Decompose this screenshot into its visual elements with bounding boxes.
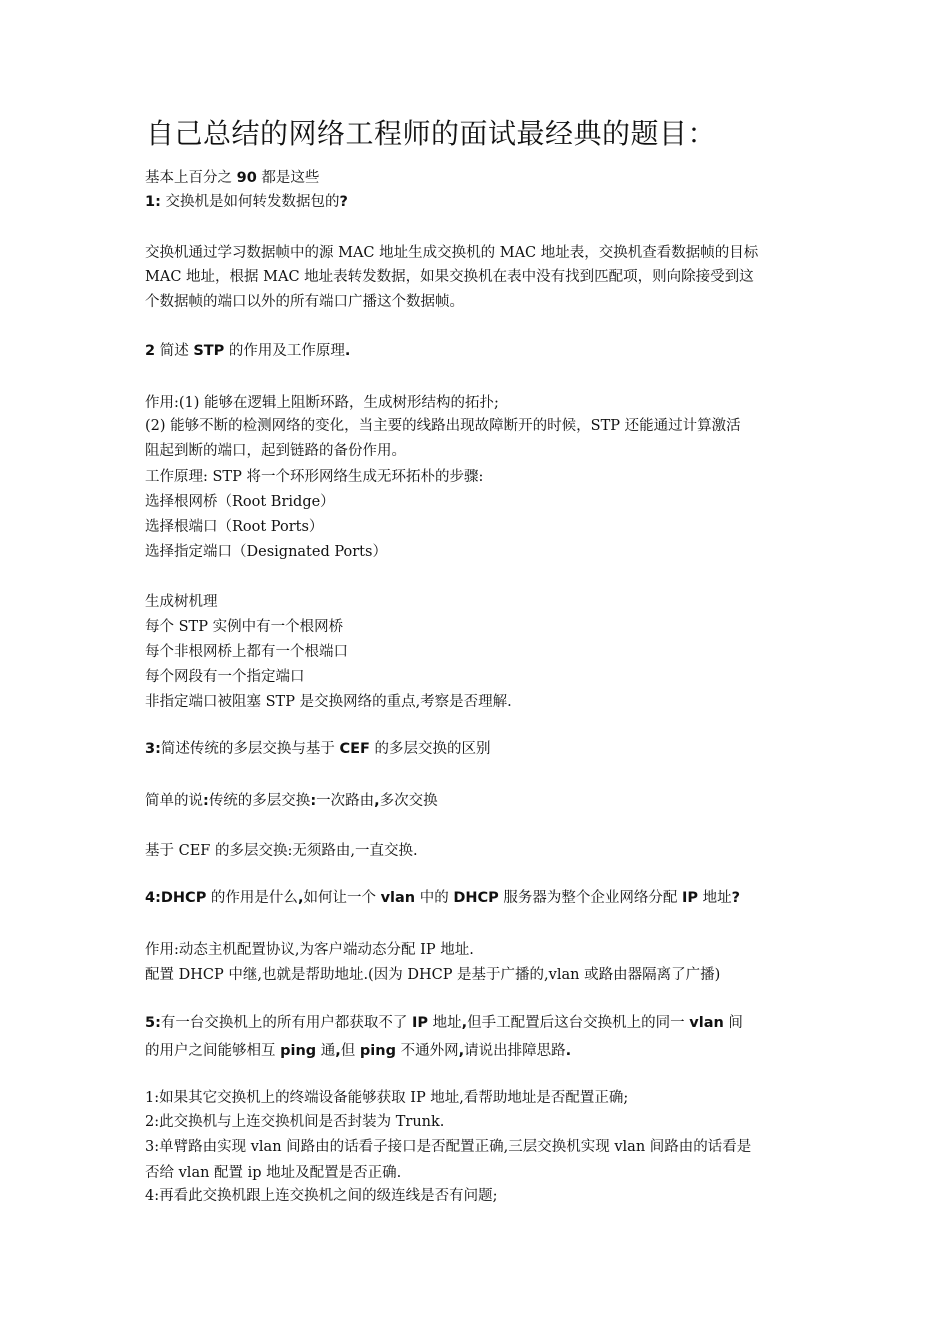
- question-5-line-1: [145, 1013, 743, 1033]
- mechanism-line-2: 每个 STP 实例中有一个根网桥: [145, 619, 344, 635]
- question-number: 5:: [145, 1015, 161, 1031]
- mechanism-line-5: 非指定端口被阻塞 STP 是交换网络的重点,考察是否理解.: [145, 694, 512, 710]
- answer-2-line-1: 作用:(1) 能够在逻辑上阻断环路，生成树形结构的拓扑;: [145, 395, 499, 411]
- question-keyword: vlan: [689, 1015, 724, 1031]
- answer-5-line-3: 3:单臂路由实现 vlan 间路由的话看子接口是否配置正确,三层交换机实现 vlan 间路由的话看是: [145, 1139, 752, 1155]
- question-5-line-2: [145, 1041, 571, 1061]
- intro-line: [145, 168, 319, 188]
- question-text: 有一台交换机上的所有用户都获取不了: [160, 1015, 412, 1031]
- question-text: 的用户之间能够相互: [145, 1043, 281, 1059]
- question-text: 如何让一个: [303, 890, 381, 906]
- answer-punct: :: [203, 793, 209, 809]
- answer-2-line-2: (2) 能够不断的检测网络的变化，当主要的线路出现故障断开的时候，STP 还能通过计算激活: [145, 418, 741, 434]
- answer-5-line-1: 1:如果其它交换机上的终端设备能够获取 IP 地址,看帮助地址是否配置正确;: [145, 1090, 629, 1106]
- question-number: 4:DHCP: [145, 890, 207, 906]
- question-text: 请说出排障思路: [464, 1043, 566, 1059]
- answer-2-line-6: 选择根端口（Root Ports）: [145, 519, 324, 535]
- question-text: 交换机是如何转发数据包的: [160, 194, 340, 210]
- answer-3-line-2: 基于 CEF 的多层交换:无须路由,一直交换.: [145, 843, 418, 859]
- question-text: 服务器为整个企业网络分配: [498, 890, 682, 906]
- question-text: 但: [340, 1043, 360, 1059]
- question-text: 的作用及工作原理: [224, 343, 345, 359]
- question-text: 简述传统的多层交换与基于: [160, 741, 340, 757]
- answer-1-line-1: 交换机通过学习数据帧中的源 MAC 地址生成交换机的 MAC 地址表，交换机查看数据帧的目标: [145, 245, 759, 261]
- question-text: 不通外网: [395, 1043, 459, 1059]
- question-keyword: STP: [193, 343, 225, 359]
- question-end: .: [565, 1043, 572, 1059]
- question-punct: ,: [461, 1015, 468, 1031]
- answer-1-line-3: 个数据帧的端口以外的所有端口广播这个数据帧。: [145, 294, 464, 310]
- question-keyword: ping: [280, 1043, 317, 1059]
- answer-4-line-1: 作用:动态主机配置协议,为客户端动态分配 IP 地址.: [145, 942, 474, 958]
- question-1: [145, 192, 348, 212]
- answer-punct: :: [310, 793, 317, 809]
- mechanism-line-1: 生成树机理: [145, 594, 218, 610]
- question-text: 通: [316, 1043, 336, 1059]
- question-punct: ,: [335, 1043, 341, 1059]
- answer-2-line-5: 选择根网桥（Root Bridge）: [145, 494, 335, 510]
- question-end: .: [344, 343, 351, 359]
- answer-2-line-7: 选择指定端口（Designated Ports）: [145, 544, 387, 560]
- question-mark: ?: [731, 890, 741, 906]
- mechanism-line-3: 每个非根网桥上都有一个根端口: [145, 644, 348, 660]
- answer-4-line-2: 配置 DHCP 中继,也就是帮助地址.(因为 DHCP 是基于广播的,vlan 或路由器隔离了广播): [145, 967, 721, 983]
- question-text: 间: [723, 1015, 743, 1031]
- answer-text: 一次路由: [316, 793, 375, 809]
- question-text: 地址: [428, 1015, 462, 1031]
- answer-text: 多次交换: [379, 793, 438, 809]
- answer-1-line-2: MAC 地址，根据 MAC 地址表转发数据，如果交换机在表中没有找到匹配项，则向除接受到这: [145, 269, 754, 285]
- answer-text: 传统的多层交换: [208, 793, 311, 809]
- question-keyword: CEF: [339, 741, 370, 757]
- intro-text-end: 都是这些: [256, 170, 320, 186]
- question-punct: ,: [297, 890, 304, 906]
- document-title: 自己总结的网络工程师的面试最经典的题目：: [146, 117, 717, 150]
- intro-text: 基本上百分之: [145, 170, 237, 186]
- question-text: 的作用是什么: [206, 890, 298, 906]
- question-keyword: IP: [681, 890, 699, 906]
- question-text: 中的: [415, 890, 454, 906]
- answer-3-line-1: [145, 791, 438, 811]
- question-number: 2: [145, 343, 156, 359]
- intro-number: 90: [236, 170, 257, 186]
- answer-5-line-5: 4:再看此交换机跟上连交换机之间的级连线是否有问题;: [145, 1188, 498, 1204]
- answer-2-line-3: 阻起到断的端口，起到链路的备份作用。: [145, 443, 406, 459]
- question-keyword: ping: [359, 1043, 396, 1059]
- question-number: 3:: [145, 741, 161, 757]
- question-text: 但手工配置后这台交换机上的同一: [467, 1015, 690, 1031]
- question-number: 1:: [145, 194, 161, 210]
- question-2: [145, 341, 350, 361]
- question-keyword: vlan: [380, 890, 416, 906]
- answer-5-line-4: 否给 vlan 配置 ip 地址及配置是否正确.: [145, 1165, 402, 1181]
- answer-5-line-2: 2:此交换机与上连交换机间是否封装为 Trunk.: [145, 1114, 445, 1130]
- question-punct: ,: [458, 1043, 465, 1059]
- answer-2-line-4: 工作原理: STP 将一个环形网络生成无环拓朴的步骤:: [145, 469, 484, 485]
- question-3: [145, 739, 491, 759]
- question-text: 简述: [155, 343, 194, 359]
- question-keyword: IP: [412, 1015, 429, 1031]
- answer-punct: ,: [374, 793, 380, 809]
- question-text: 的多层交换的区别: [369, 741, 491, 757]
- mechanism-line-4: 每个网段有一个指定端口: [145, 669, 305, 685]
- question-text: 地址: [698, 890, 732, 906]
- question-4: [145, 888, 740, 908]
- answer-text: 简单的说: [145, 793, 203, 809]
- question-keyword: DHCP: [453, 890, 499, 906]
- question-mark: ?: [339, 194, 348, 210]
